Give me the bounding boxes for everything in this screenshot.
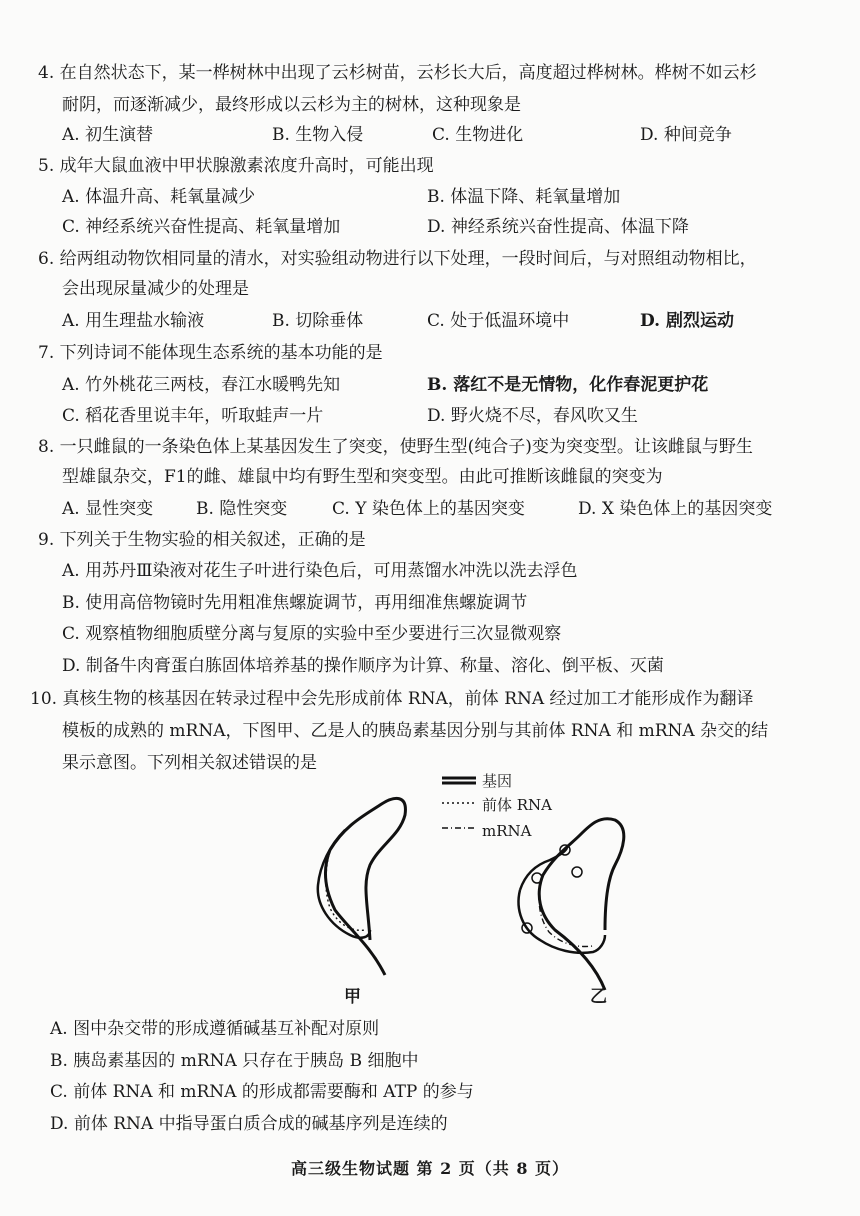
q9-stem-line1: 9. 下列关于生物实验的相关叙述，正确的是 bbox=[38, 530, 366, 550]
q10-stem-line2: 模板的成熟的 mRNA，下图甲、乙是人的胰岛素基因分别与其前体 RNA 和 mRNA 杂交的结 bbox=[62, 721, 769, 741]
q8-option-c: C. Y 染色体上的基因突变 bbox=[332, 499, 525, 519]
q8-option-d: D. X 染色体上的基因突变 bbox=[578, 499, 773, 519]
q7-option-a: A. 竹外桃花三两枝，春江水暖鸭先知 bbox=[62, 375, 341, 395]
q4-option-a: A. 初生演替 bbox=[62, 125, 154, 145]
q6-stem-line2: 会出现尿量减少的处理是 bbox=[62, 279, 249, 299]
q5-option-c: C. 神经系统兴奋性提高、耗氧量增加 bbox=[62, 217, 341, 237]
figure-label-jia: 甲 bbox=[344, 987, 361, 1007]
figure-label-yi: 乙 bbox=[590, 987, 607, 1007]
q8-stem-line2: 型雄鼠杂交，F1的雌、雄鼠中均有野生型和突变型。由此可推断该雌鼠的突变为 bbox=[62, 467, 663, 487]
legend-gene: 基因 bbox=[482, 772, 513, 790]
q9-option-b: B. 使用高倍物镜时先用粗准焦螺旋调节，再用细准焦螺旋调节 bbox=[62, 593, 528, 613]
page-footer: 高三级生物试题 第 2 页（共 8 页） bbox=[290, 1159, 570, 1178]
figure-yi bbox=[505, 810, 645, 1000]
q7-stem-line1: 7. 下列诗词不能体现生态系统的基本功能的是 bbox=[38, 343, 383, 363]
q6-option-c: C. 处于低温环境中 bbox=[427, 311, 570, 331]
q10-stem-line1: 10. 真核生物的核基因在转录过程中会先形成前体 RNA，前体 RNA 经过加工才能形成作为翻译 bbox=[30, 689, 754, 709]
q5-option-a: A. 体温升高、耗氧量减少 bbox=[62, 187, 256, 207]
q10-option-c: C. 前体 RNA 和 mRNA 的形成都需要酶和 ATP 的参与 bbox=[50, 1082, 474, 1102]
q10-stem-line3: 果示意图。下列相关叙述错误的是 bbox=[62, 753, 317, 773]
legend-pre-rna: 前体 RNA bbox=[482, 796, 553, 814]
q6-stem-line1: 6. 给两组动物饮相同量的清水，对实验组动物进行以下处理，一段时间后，与对照组动物相比， bbox=[38, 249, 757, 269]
q8-option-b: B. 隐性突变 bbox=[196, 499, 288, 519]
q6-option-a: A. 用生理盐水输液 bbox=[62, 311, 205, 331]
q4-option-d: D. 种间竞争 bbox=[640, 125, 732, 145]
q9-option-a: A. 用苏丹Ⅲ染液对花生子叶进行染色后，可用蒸馏水冲洗以洗去浮色 bbox=[62, 561, 578, 581]
q10-option-d: D. 前体 RNA 中指导蛋白质合成的碱基序列是连续的 bbox=[50, 1114, 448, 1134]
q10-option-b: B. 胰岛素基因的 mRNA 只存在于胰岛 B 细胞中 bbox=[50, 1051, 419, 1071]
q4-option-b: B. 生物入侵 bbox=[272, 125, 364, 145]
q7-option-b: B. 落红不是无情物，化作春泥更护花 bbox=[427, 375, 709, 395]
q10-option-a: A. 图中杂交带的形成遵循碱基互补配对原则 bbox=[50, 1019, 380, 1039]
q8-option-a: A. 显性突变 bbox=[62, 499, 154, 519]
figure-jia bbox=[290, 790, 440, 990]
legend-mrna: mRNA bbox=[482, 822, 532, 840]
q5-option-b: B. 体温下降、耗氧量增加 bbox=[427, 187, 621, 207]
q7-option-c: C. 稻花香里说丰年，听取蛙声一片 bbox=[62, 406, 324, 426]
q5-stem-line1: 5. 成年大鼠血液中甲状腺激素浓度升高时，可能出现 bbox=[38, 156, 434, 176]
q4-stem-line1: 4. 在自然状态下，某一桦树林中出现了云杉树苗，云杉长大后，高度超过桦树林。桦树不如云杉 bbox=[38, 63, 757, 83]
q8-stem-line1: 8. 一只雌鼠的一条染色体上某基因发生了突变，使野生型(纯合子)变为突变型。让该雌鼠与野生 bbox=[38, 437, 753, 457]
q7-option-d: D. 野火烧不尽，春风吹又生 bbox=[427, 406, 638, 426]
q4-stem-line2: 耐阴，而逐渐减少，最终形成以云杉为主的树林，这种现象是 bbox=[62, 95, 521, 115]
q5-option-d: D. 神经系统兴奋性提高、体温下降 bbox=[427, 217, 689, 237]
q9-option-d: D. 制备牛肉膏蛋白胨固体培养基的操作顺序为计算、称量、溶化、倒平板、灭菌 bbox=[62, 656, 664, 676]
q6-option-d: D. 剧烈运动 bbox=[640, 311, 734, 331]
q9-option-c: C. 观察植物细胞质壁分离与复原的实验中至少要进行三次显微观察 bbox=[62, 624, 562, 644]
legend-symbols bbox=[440, 770, 480, 840]
q4-option-c: C. 生物进化 bbox=[432, 125, 524, 145]
q6-option-b: B. 切除垂体 bbox=[272, 311, 364, 331]
